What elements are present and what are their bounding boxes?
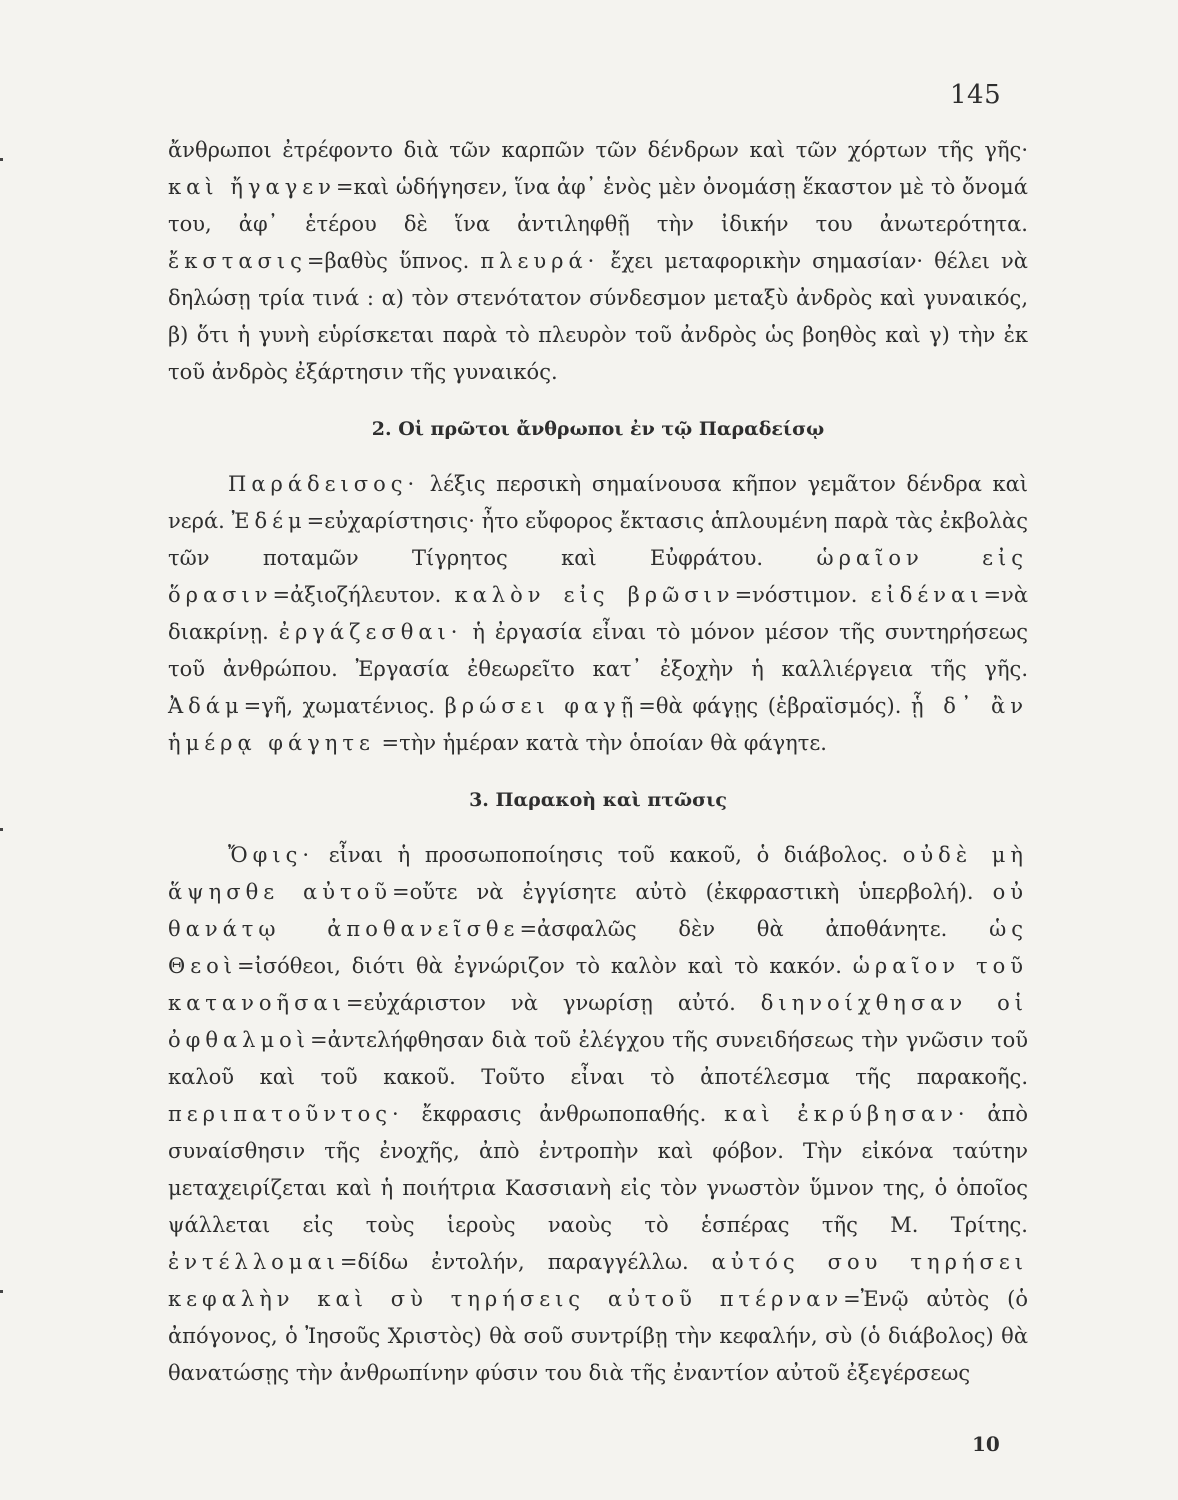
body-text bbox=[168, 132, 1028, 1392]
section-heading-3: 3. Παρακοὴ καὶ πτῶσις bbox=[469, 789, 727, 811]
section-heading-2: 2. Οἱ πρῶτοι ἄνθρωποι ἐν τῷ Παραδείσῳ bbox=[371, 418, 825, 440]
signature-mark: 10 bbox=[972, 1432, 1000, 1456]
paragraph-1: ἄνθρωποι ἐτρέφοντο διὰ τῶν καρπῶν τῶν δένδρων καὶ τῶν χόρτων τῆς γῆς· καὶ ἤγαγεν=καὶ ὡδήγησεν, ἵνα ἀφ᾽ ἑνὸς μὲν ὀνομάσῃ ἕκαστον μὲ τὸ ὄνομά του, ἀφ᾽ ἑτέρου δὲ ἵνα ἀντιληφθῇ τὴν ἰδικήν του ἀνωτερότητα. ἔκστασις=βαθὺς ὕπνος. πλευρά· ἔχει μεταφορικὴν σημασίαν· θέλει νὰ δηλώσῃ τρία τινά : α) τὸν στενότατον σύνδεσμον μεταξὺ ἀνδρὸς καὶ γυναικός, β) ὅτι ἡ γυνὴ εὑρίσκεται παρὰ τὸ πλευρὸν τοῦ ἀνδρὸς ὡς βοηθὸς καὶ γ) τὴν ἐκ τοῦ ἀνδρὸς ἐξάρτησιν τῆς γυναικός. bbox=[168, 138, 1028, 384]
margin-mark bbox=[0, 828, 3, 831]
margin-mark bbox=[0, 1290, 3, 1293]
page-number: 145 bbox=[950, 80, 1002, 110]
paragraph-3: Ὄφις· εἶναι ἡ προσωποποίησις τοῦ κακοῦ, ὁ διάβολος. οὐδὲ μὴ ἅψησθε αὐτοῦ=οὔτε νὰ ἐγγίσητε αὐτὸ (ἐκφραστικὴ ὑπερβολή). οὐ θανάτῳ ἀποθανεῖσθε=ἀσφαλῶς δὲν θὰ ἀποθάνητε. ὡς Θεοὶ=ἰσόθεοι, διότι θὰ ἐγνώριζον τὸ καλὸν καὶ τὸ κακόν. ὡραῖον τοῦ κατανοῆσαι=εὐχάριστον νὰ γνωρίσῃ αὐτό. διηνοίχθησαν οἱ ὀφθαλμοὶ=ἀντελήφθησαν διὰ τοῦ ἐλέγχου τῆς συνειδήσεως τὴν γνῶσιν τοῦ καλοῦ καὶ τοῦ κακοῦ. Τοῦτο εἶναι τὸ ἀποτέλεσμα τῆς παρακοῆς. περιπατοῦντος· ἔκφρασις ἀνθρωποπαθής. καὶ ἐκρύβησαν· ἀπὸ συναίσθησιν τῆς ἐνοχῆς, ἀπὸ ἐντροπὴν καὶ φόβον. Τὴν εἰκόνα ταύτην μεταχειρίζεται καὶ ἡ ποιήτρια Κασσιανὴ εἰς τὸν γνωστὸν ὕμνον της, ὁ ὁποῖος ψάλλεται εἰς τοὺς ἱεροὺς ναοὺς τὸ ἑσπέρας τῆς Μ. Τρίτης. ἐντέλλομαι=δίδω ἐντολήν, παραγγέλλω. αὐτός σου τηρήσει κεφαλὴν καὶ σὺ τηρήσεις αὐτοῦ πτέρναν=Ἐνῷ αὐτὸς (ὁ ἀπόγονος, ὁ Ἰησοῦς Χριστὸς) θὰ σοῦ συντρίβῃ τὴν κεφαλήν, σὺ (ὁ διάβολος) θὰ θανατώσῃς τὴν ἀνθρωπίνην φύσιν του διὰ τῆς ἐναντίον αὐτοῦ ἐξεγέρσεως bbox=[168, 843, 1029, 1385]
margin-mark bbox=[0, 158, 3, 161]
paragraph-2: Παράδεισος· λέξις περσικὴ σημαίνουσα κῆπον γεμᾶτον δένδρα καὶ νερά. Ἐδέμ=εὐχαρίστησις· ἦτο εὔφορος ἔκτασις ἁπλουμένη παρὰ τὰς ἐκβολὰς τῶν ποταμῶν Τίγρητος καὶ Εὐφράτου. ὡραῖον εἰς ὅρασιν=ἀξιοζήλευτον. καλὸν εἰς βρῶσιν=νόστιμον. εἰδέναι=νὰ διακρίνῃ. ἐργάζεσθαι· ἡ ἐργασία εἶναι τὸ μόνον μέσον τῆς συντηρήσεως τοῦ ἀνθρώπου. Ἐργασία ἐθεωρεῖτο κατ᾽ ἐξοχὴν ἡ καλλιέργεια τῆς γῆς. Ἀδάμ=γῆ, χωματένιος. βρώσει φαγῇ=θὰ φάγῃς (ἑβραϊσμός). ᾗ δ᾽ ἂν ἡμέρᾳ φάγητε =τὴν ἡμέραν κατὰ τὴν ὁποίαν θὰ φάγητε. bbox=[168, 472, 1028, 755]
